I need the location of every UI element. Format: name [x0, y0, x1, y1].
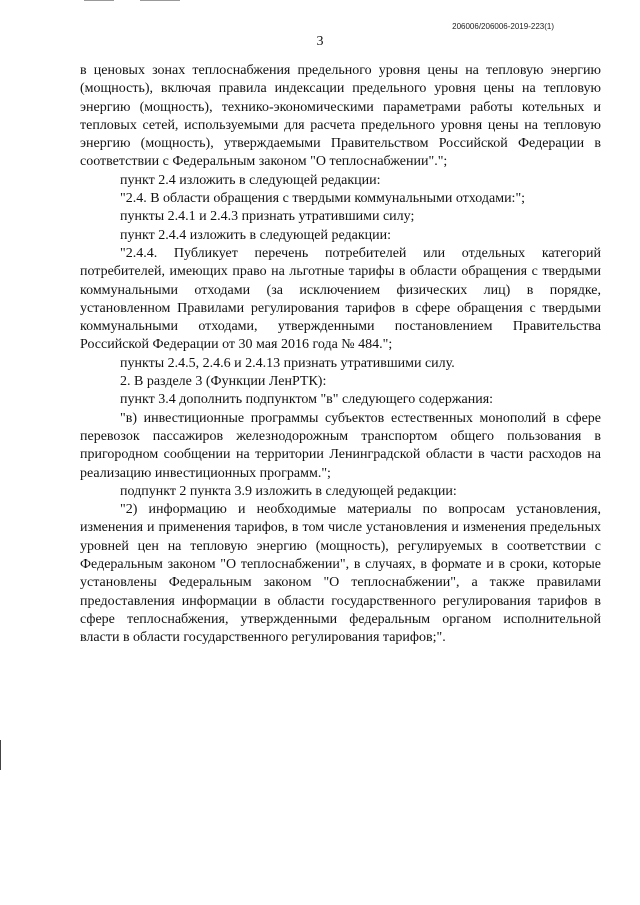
paragraph: "в) инвестиционные программы субъектов естественных монополий в сфере перевозок пассажиров железнодорожным транспортом общего пользования в пригородном сообщении на территории Ленинградской области в части расходов на реализацию инвестиционных программ."; — [80, 410, 601, 481]
page-number: 3 — [316, 34, 324, 49]
scan-edge-mark — [84, 0, 114, 1]
paragraph: "2.4.4. Публикует перечень потребителей или отдельных категорий потребителей, имеющих право на льготные тарифы в области обращения с твердыми коммунальными отходами (за исключением физических лиц) в порядке, установленном Правилами регулирования тарифов в сфере обращения с твердыми коммунальными отходами, утвержденными постановлением Правительства Российской Федерации от 30 мая 2016 года № 484."; — [80, 245, 601, 353]
paragraph: в ценовых зонах теплоснабжения предельного уровня цены на тепловую энергию (мощность), включая правила индексации предельного уровня цены на тепловую энергию (мощность), технико-экономическими параметрами работы котельных и тепловых сетей, используемыми для расчета предельного уровня цены на тепловую энергию (мощность), утверждаемыми Правительством Российской Федерации в соответствии с Федеральным законом "О теплоснабжении"."; — [80, 63, 601, 170]
paragraph: "2) информацию и необходимые материалы по вопросам установления, изменения и применения тарифов, в том числе установления и изменения предельных уровней цен на тепловую энергию (мощность), регулируемых в соответствии с Федеральным законом "О теплоснабжении", в случаях, в формате и в сроки, которые установлены Федеральным законом "О теплоснабжении", а также правилами предоставления информации в области государственного регулирования тарифов в сфере теплоснабжения, утвержденными федеральным органом исполнительной власти в области государственного регулирования тарифов;". — [80, 502, 601, 646]
paragraph: пункты 2.4.5, 2.4.6 и 2.4.13 признать утратившими силу. — [120, 355, 455, 371]
paragraph: пункт 3.4 дополнить подпунктом "в" следующего содержания: — [120, 392, 494, 408]
scan-edge-mark — [140, 0, 180, 1]
scan-edge-mark — [0, 740, 1, 770]
paragraph: подпункт 2 пункта 3.9 изложить в следующей редакции: — [120, 483, 457, 499]
paragraph: пункты 2.4.1 и 2.4.3 признать утратившими силу; — [120, 209, 415, 225]
paragraph: пункт 2.4 изложить в следующей редакции: — [120, 172, 381, 188]
document-id: 206006/206006-2019-223(1) — [452, 22, 554, 31]
document-body — [80, 62, 601, 648]
paragraph: 2. В разделе 3 (Функции ЛенРТК): — [120, 374, 327, 390]
paragraph: "2.4. В области обращения с твердыми коммунальными отходами:"; — [120, 191, 526, 207]
paragraph: пункт 2.4.4 изложить в следующей редакции: — [120, 227, 391, 243]
